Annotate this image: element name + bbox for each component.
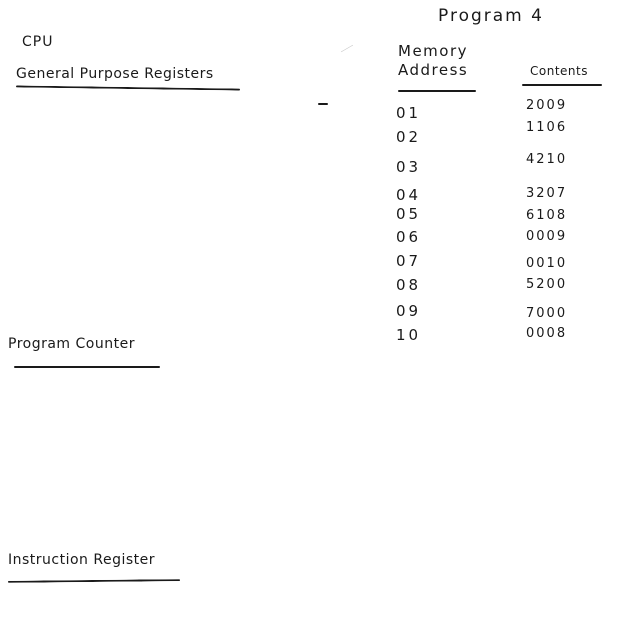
memory-address-header-line1: Memory — [398, 42, 469, 60]
memory-row-02-contents: 1106 — [526, 120, 568, 135]
memory-row-03-contents: 4210 — [526, 152, 568, 167]
memory-address-header-line2: Address — [398, 61, 469, 79]
memory-row-07-contents: 0010 — [526, 256, 568, 271]
contents-underline — [522, 84, 602, 86]
faint-pen-mark — [341, 45, 354, 53]
memory-row-09-address: 09 — [396, 302, 422, 320]
memory-row-07-address: 07 — [396, 252, 422, 270]
page-title: Program 4 — [438, 6, 544, 26]
contents-header: Contents — [530, 64, 588, 78]
memory-row-01-address: 01 — [396, 104, 422, 122]
memory-row-08-address: 08 — [396, 276, 422, 294]
program-counter-heading: Program Counter — [8, 336, 135, 352]
instruction-register-underline — [8, 579, 180, 583]
memory-row-04-contents: 3207 — [526, 186, 568, 201]
general-purpose-registers-underline — [16, 85, 240, 90]
memory-row-06-contents: 0009 — [526, 229, 568, 244]
memory-address-header — [398, 42, 468, 80]
memory-row-05-address: 05 — [396, 205, 422, 223]
program-counter-underline — [14, 366, 160, 368]
memory-row-05-contents: 6108 — [526, 208, 568, 223]
instruction-register-heading: Instruction Register — [8, 552, 156, 568]
general-purpose-registers-heading: General Purpose Registers — [16, 66, 214, 82]
memory-row-08-contents: 5200 — [526, 277, 568, 292]
cpu-label: CPU — [22, 34, 54, 50]
memory-row-01-contents: 2009 — [526, 98, 568, 113]
pen-dash-mark — [318, 103, 328, 105]
memory-row-10-contents: 0008 — [526, 326, 568, 341]
memory-row-03-address: 03 — [396, 158, 422, 176]
memory-row-04-address: 04 — [396, 186, 422, 204]
memory-row-06-address: 06 — [396, 228, 422, 246]
memory-address-underline — [398, 90, 476, 92]
memory-row-09-contents: 7000 — [526, 306, 568, 321]
memory-row-02-address: 02 — [396, 128, 422, 146]
memory-row-10-address: 10 — [396, 326, 422, 344]
